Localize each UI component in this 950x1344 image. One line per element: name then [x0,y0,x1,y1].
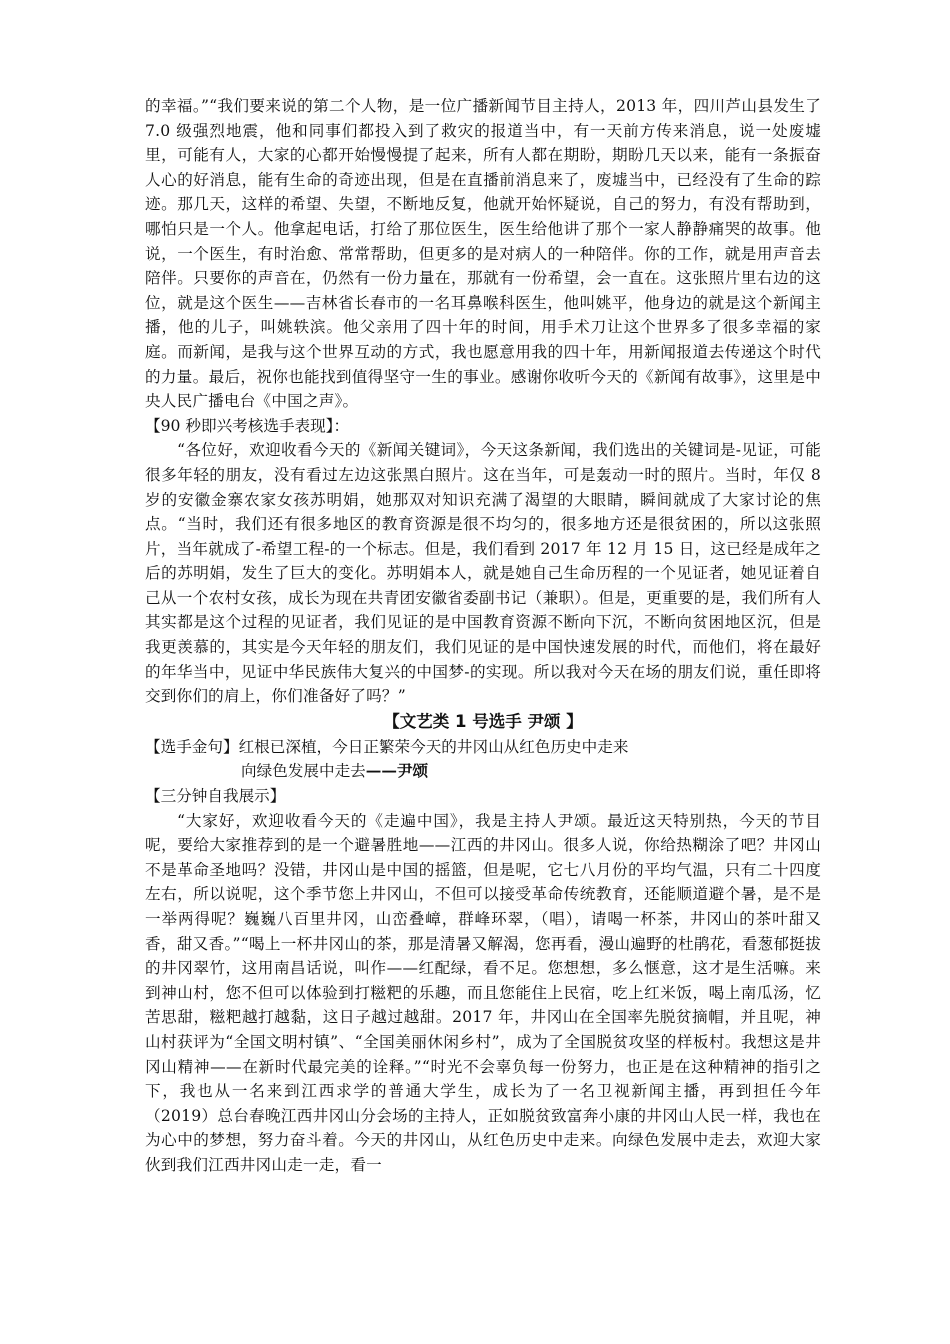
quote-line2-text: 向绿色发展中走去 [241,762,366,781]
paragraph-jinggangshan-presentation: “大家好，欢迎收看今天的《走遍中国》，我是主持人尹颂。最近这天特别热，今天的节目呢，要给大家推荐到的是一个避暑胜地——江西的井冈山。很多人说，你给热糊涂了吧？井冈山不是革命圣地吗？没错，井冈山是中国的摇篮，但是呢，它七八月份的平均气温，只有二十四度左右，所以说呢，这个季节您上井冈山，不但可以接受革命传统教育，还能顺道避个暑，是不是一举两得呢？巍巍八百里井冈，山峦叠嶂，群峰环翠，（唱），请喝一杯茶，井冈山的茶叶甜又香，甜又香。”“喝上一杯井冈山的茶，那是清暑又解渴，您再看，漫山遍野的杜鹃花，看葱郁挺拔的井冈翠竹，这用南昌话说，叫作——红配绿，看不足。您想想，多么惬意，这才是生活嘛。来到神山村，您不但可以体验到打糍粑的乐趣，而且您能住上民宿，吃上红米饭，喝上南瓜汤，忆苦思甜，糍粑越打越黏，这日子越过越甜。2017 年，井冈山在全国率先脱贫摘帽，并且呢，神山村获评为“全国文明村镇”、“全国美丽休闲乡村”，成为了全国脱贫攻坚的样板村。我想这是井冈山精神——在新时代最完美的诠释。”“时光不会辜负每一份努力，也正是在这种精神的指引之下，我也从一名来到江西求学的普通大学生，成长为了一名卫视新闻主播，再到担任今年（2019）总台春晚江西井冈山分会场的主持人，正如脱贫致富奔小康的井冈山人民一样，我也在为心中的梦想，努力奋斗着。今天的井冈山，从红色历史中走来。向绿色发展中走去，欢迎大家伙到我们江西井冈山走一走，看一 [145,811,821,1174]
section-title-contestant-1: 【文艺类 1 号选手 尹颂 】 [383,711,583,731]
quote-continuation [145,759,821,784]
paragraph-news-keyword: “各位好，欢迎收看今天的《新闻关键词》，今天这条新闻，我们选出的关键词是-见证，可能很多年轻的朋友，没有看过左边这张黑白照片。这在当年，可是轰动一时的照片。当时，年仅 8 岁的安徽金寨农家女孩苏明娟，她那双对知识充满了渴望的大眼睛，瞬间就成了大家讨论的焦点。“当时，我们还有很多地区的教育资源是很不均匀的，很多地方还是很贫困的，所以这张照片，当年就成了-希望工程-的一个标志。但是，我们看到 2017 年 12 月 15 日，这已经是成年之后的苏明娟，发生了巨大的变化。苏明娟本人，就是她自己生命历程的一个见证者，她见证着自己从一个农村女孩，成长为现在共青团安徽省委副书记（兼职）。但是，更重要的是，我们所有人其实都是这个过程的见证者，我们见证的是中国教育资源不断向下沉，不断向贫困地区沉，但是我更羡慕的，其实是今天年轻的朋友们，我们见证的是中国快速发展的时代，而他们，将在最好的年华当中，见证中华民族伟大复兴的中国梦-的实现。所以我对今天在场的朋友们说，重任即将交到你们的肩上，你们准备好了吗？” [145,441,821,706]
document-page [145,94,821,1178]
label-90-second-assessment: 【90 秒即兴考核选手表现】： [145,416,350,435]
label-three-minute-showcase: 【三分钟自我展示】 [145,787,286,806]
quote-author: ——尹颂 [365,761,429,781]
label-contestant-quote: 【选手金句】红根已深植，今日正繁荣今天的井冈山从红色历史中走来 [145,737,629,756]
paragraph-story-news-anchor: 的幸福。”“我们要来说的第二个人物，是一位广播新闻节目主持人，2013 年，四川芦山县发生了 7.0 级强烈地震，他和同事们都投入到了救灾的报道当中，有一天前方传来消息，说一处废墟里，可能有人，大家的心都开始慢慢提了起来，所有人都在期盼，期盼几天以来，能有一条振奋人心的好消息，能有生命的奇迹出现，但是在直播前消息来了，废墟当中，已经没有了生命的踪迹。那几天，这样的希望、失望，不断地反复，他就开始怀疑说，自己的努力，有没有帮助到，哪怕只是一个人。他拿起电话，打给了那位医生，医生给他讲了那个一家人静静痛哭的故事。他说，一个医生，有时治愈、常常帮助，但更多的是对病人的一种陪伴。你的工作，就是用声音去陪伴。只要你的声音在，仍然有一份力量在，那就有一份希望，会一直在。这张照片里右边的这位，就是这个医生——吉林省长春市的一名耳鼻喉科医生，他叫姚平，他身边的就是这个新闻主播，他的儿子，叫姚轶滨。他父亲用了四十年的时间，用手术刀让这个世界多了很多幸福的家庭。而新闻，是我与这个世界互动的方式，我也愿意用我的四十年，用新闻报道去传递这个时代的力量。最后，祝你也能找到值得坚守一生的事业。感谢你收听今天的《新闻有故事》，这里是中央人民广播电台《中国之声》。 [145,97,821,411]
